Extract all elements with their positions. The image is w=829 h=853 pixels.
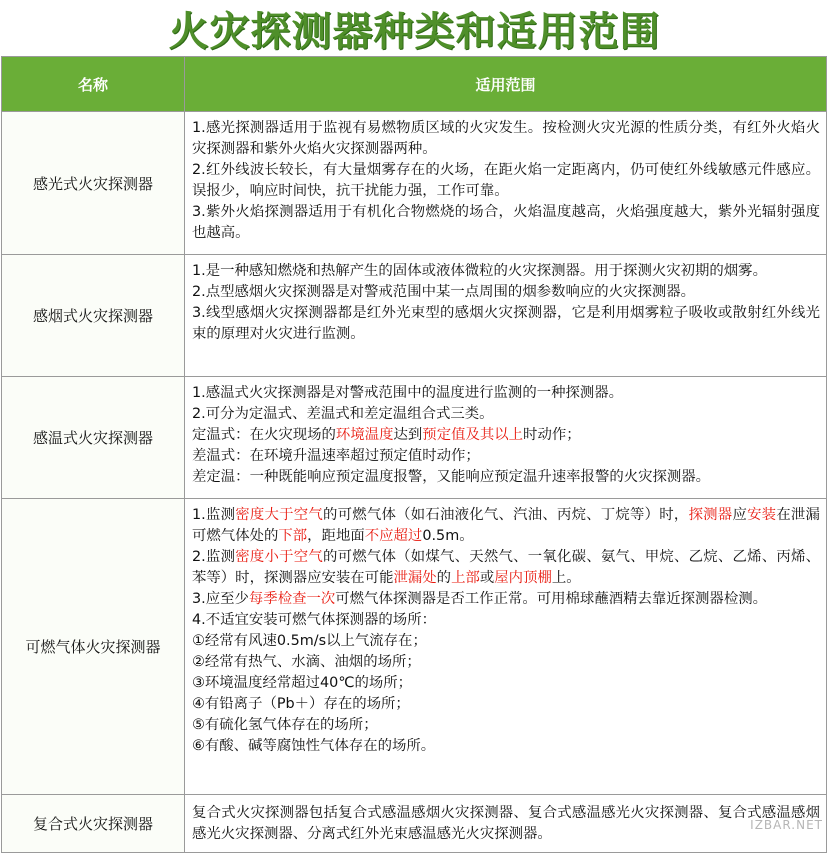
scope-text: 差温式：在环境升温速率超过预定值时动作；	[192, 448, 480, 464]
detector-name: 感光式火灾探测器	[2, 112, 185, 255]
highlight-text: 密度大于空气	[235, 507, 323, 523]
scope-text: 1.监测	[192, 507, 236, 523]
scope-line	[192, 118, 820, 160]
scope-text: ，距地面	[307, 528, 365, 544]
scope-line	[192, 383, 820, 404]
scope-text: 2.监测	[192, 549, 236, 565]
scope-line	[192, 160, 820, 202]
highlight-text: 环境温度	[335, 427, 394, 443]
scope-line	[192, 547, 820, 589]
table-row	[2, 795, 827, 853]
scope-line	[192, 694, 820, 715]
detector-name: 复合式火灾探测器	[2, 795, 185, 853]
scope-text: 4.不适宜安装可燃气体探测器的场所：	[192, 612, 436, 628]
scope-line	[192, 282, 820, 303]
header-name: 名称	[2, 57, 185, 112]
scope-text: 可燃气体探测器是否工作正常。可用棉球蘸酒精去靠近探测器检测。	[335, 591, 767, 607]
scope-line	[192, 446, 820, 467]
table-header-row	[2, 57, 827, 112]
scope-text: 2.点型感烟火灾探测器是对警戒范围中某一点周围的烟参数响应的火灾探测器。	[192, 284, 696, 300]
scope-text: 的可燃气体（如石油液化气、汽油、丙烷、丁烷等）时，	[322, 507, 689, 523]
scope-text: 的可燃气体（如煤气、天然气、一氧化碳、氨气、甲烷、乙烷、乙烯、丙烯、苯等）时，探测器应安装在可能	[192, 549, 820, 586]
table-row	[2, 112, 827, 255]
scope-text: 的	[436, 570, 452, 586]
scope-text: ⑥有酸、碱等腐蚀性气体存在的场所。	[192, 738, 436, 754]
highlight-text: 每季检查一次	[248, 591, 336, 607]
watermark: IZBAR.NET	[750, 818, 823, 832]
highlight-text: 预定值及其以上	[422, 427, 524, 443]
scope-text: 定温式：在火灾现场的	[192, 427, 336, 443]
scope-text: 时动作；	[523, 427, 581, 443]
scope-text: ①经常有风速0.5m/s以上气流存在；	[192, 633, 427, 649]
scope-line	[192, 631, 820, 652]
scope-line	[192, 303, 820, 345]
scope-text: 3.紫外火焰探测器适用于有机化合物燃烧的场合，火焰温度越高，火焰强度越大，紫外光辐射强度也越高。	[192, 204, 820, 241]
scope-text: 上。	[551, 570, 581, 586]
scope-line	[192, 652, 820, 673]
scope-text: 2.红外线波长较长，有大量烟雾存在的火场，在距火焰一定距离内，仍可使红外线敏感元件感应。误报少，响应时间快，抗干扰能力强，工作可靠。	[192, 162, 820, 199]
scope-text: 3.应至少	[192, 591, 249, 607]
detector-name: 可燃气体火灾探测器	[2, 499, 185, 795]
table-row	[2, 255, 827, 377]
highlight-text: 泄漏处	[393, 570, 437, 586]
scope-line	[192, 589, 820, 610]
table-row	[2, 499, 827, 795]
page-title: 火灾探测器种类和适用范围	[168, 8, 661, 55]
scope-description	[185, 499, 827, 795]
highlight-text: 不应超过	[364, 528, 423, 544]
scope-line	[192, 202, 820, 244]
scope-line	[192, 610, 820, 631]
scope-text: 在泄漏可燃气体处的	[192, 507, 820, 544]
scope-line	[192, 425, 820, 446]
scope-line	[192, 505, 820, 547]
scope-text: 差定温：一种既能响应预定温度报警，又能响应预定温升速率报警的火灾探测器。	[192, 469, 711, 485]
scope-description	[185, 795, 827, 853]
scope-text: 应	[732, 507, 748, 523]
highlight-text: 安装	[747, 507, 777, 523]
scope-line	[192, 467, 820, 488]
scope-description	[185, 255, 827, 377]
scope-text: 或	[479, 570, 495, 586]
scope-text: ③环境温度经常超过40℃的场所；	[192, 675, 413, 691]
scope-line	[192, 736, 820, 757]
scope-text: 复合式火灾探测器包括复合式感温感烟火灾探测器、复合式感温感光火灾探测器、复合式感温感烟感光火灾探测器、分离式红外光束感温感光火灾探测器。	[192, 804, 820, 842]
header-scope: 适用范围	[185, 57, 827, 112]
scope-text: 1.是一种感知燃烧和热解产生的固体或液体微粒的火灾探测器。用于探测火灾初期的烟雾。	[192, 263, 767, 279]
scope-text: ④有铅离子（Pb＋）存在的场所；	[192, 696, 410, 712]
scope-text: 1.感光探测器适用于监视有易燃物质区域的火灾发生。按检测火灾光源的性质分类，有红外火焰火灾探测器和紫外火焰火灾探测器两种。	[192, 120, 820, 157]
highlight-text: 下部	[278, 528, 308, 544]
highlight-text: 密度小于空气	[235, 549, 323, 565]
scope-line	[192, 715, 820, 736]
scope-text: 达到	[393, 427, 423, 443]
scope-line	[192, 803, 820, 845]
highlight-text: 屋内顶棚	[494, 570, 552, 586]
table-row	[2, 377, 827, 499]
scope-line	[192, 404, 820, 425]
highlight-text: 上部	[451, 570, 480, 586]
scope-text: 2.可分为定温式、差温式和差定温组合式三类。	[192, 406, 494, 422]
detector-table	[1, 56, 827, 853]
highlight-text: 探测器	[688, 507, 733, 523]
detector-name: 感温式火灾探测器	[2, 377, 185, 499]
scope-text: ②经常有热气、水滴、油烟的场所；	[192, 654, 421, 670]
scope-line	[192, 673, 820, 694]
scope-line	[192, 261, 820, 282]
scope-description	[185, 112, 827, 255]
scope-description	[185, 377, 827, 499]
scope-text: 3.线型感烟火灾探测器都是红外光束型的感烟火灾探测器，它是利用烟雾粒子吸收或散射红外线光束的原理对火灾进行监测。	[192, 305, 820, 342]
scope-text: ⑤有硫化氢气体存在的场所；	[192, 717, 378, 733]
detector-name: 感烟式火灾探测器	[2, 255, 185, 377]
scope-text: 1.感温式火灾探测器是对警戒范围中的温度进行监测的一种探测器。	[192, 385, 624, 401]
scope-text: 0.5m。	[422, 528, 474, 544]
